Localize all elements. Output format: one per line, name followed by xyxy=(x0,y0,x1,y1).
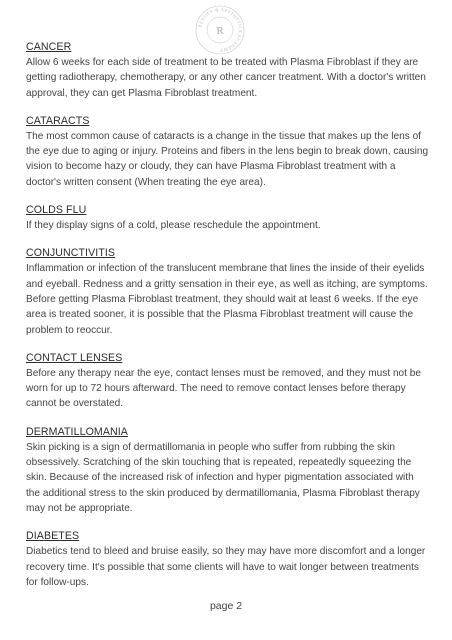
section-body: The most common cause of cataracts is a change in the tissue that makes up the lens of the eye due to aging or injury. Proteins and fibers in the lens begin to break down, causing vision to become hazy or cloudy, they can have Plasma Fibroblast treatment with a doctor's written consent (When treating the eye area). xyxy=(26,130,429,188)
section-body: Diabetics tend to bleed and bruise easily, so they may have more discomfort and a longer recovery time. It's possible that some clients will have to wait longer between treatments for follow-ups. xyxy=(26,546,426,588)
section-cataracts xyxy=(26,114,430,190)
section-conjunctivitis xyxy=(26,246,430,337)
section-diabetes xyxy=(26,529,430,590)
section-heading: COLDS FLU xyxy=(26,204,87,217)
section-heading: CATARACTS xyxy=(26,114,90,127)
section-contact-lenses xyxy=(26,351,430,412)
section-cancer xyxy=(26,40,430,101)
section-body: Before any therapy near the eye, contact lenses must be removed, and they must not be worn for up to 72 hours afterward. The need to remove contact lenses before therapy cannot be overstated. xyxy=(26,367,422,410)
section-body: If they display signs of a cold, please reschedule the appointment. xyxy=(26,220,321,232)
logo-ring-text: BEAUTY & AESTHETICS ACADEMY xyxy=(197,6,244,54)
section-heading: CONTACT LENSES xyxy=(26,351,123,364)
main-content xyxy=(26,40,430,603)
section-colds-flu xyxy=(26,203,430,233)
section-heading: CONJUNCTIVITIS xyxy=(26,247,116,260)
page-number: page 2 xyxy=(209,600,243,612)
section-heading: DERMATILLOMANIA xyxy=(26,425,128,438)
section-dermatillomania xyxy=(26,425,430,516)
section-heading: DIABETES xyxy=(26,530,80,543)
section-body: Inflammation or infection of the translucent membrane that lines the inside of their eyelids and eyeball. Redness and a gritty sensation in their eye, as well as itching, are symptoms. Before getting Plasma Fibroblast treatment, they should wait at least 6 weeks. If the eye area is treated sooner, it is possible that the Plasma Fibroblast treatment will cause the problem to reoccur. xyxy=(26,263,428,336)
section-heading: CANCER xyxy=(26,41,72,53)
logo-letter: R xyxy=(216,25,224,37)
section-body: Allow 6 weeks for each side of treatment to be treated with Plasma Fibroblast if they are getting radiotherapy, chemotherapy, or any other cancer treatment. With a doctor's written approval, they can get Plasma Fibroblast treatment. xyxy=(26,57,426,99)
section-body: Skin picking is a sign of dermatillomania in people who suffer from rubbing the skin obsessively. Scratching of the skin touching that is repeated, repeatedly squeezing the skin. Because of the increased risk of infection and hyper pigmentation associated with the additional stress to the skin produced by dermatillomania, Plasma Fibroblast therapy may not be appropriate. xyxy=(26,441,420,514)
